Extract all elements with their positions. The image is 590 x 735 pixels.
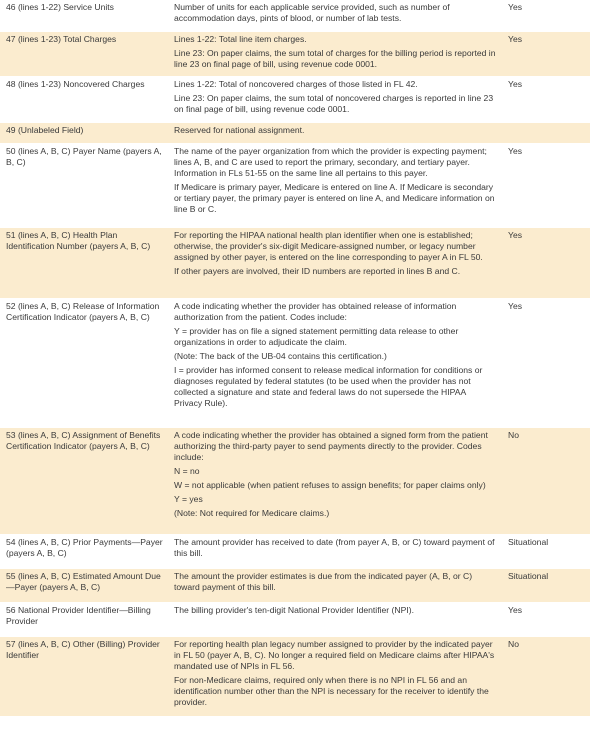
description-paragraph: Lines 1-22: Total line item charges. — [174, 34, 307, 44]
required-status-cell: Yes — [508, 2, 523, 12]
description-paragraph: The billing provider's ten-digit National Provider Identifier (NPI). — [174, 605, 414, 615]
description-cell — [167, 637, 502, 716]
description-paragraph: If other payers are involved, their ID numbers are reported in lines B and C. — [174, 266, 461, 276]
field-name-cell: 54 (lines A, B, C) Prior Payments—Payer (payers A, B, C) — [6, 537, 163, 558]
field-name-cell: 51 (lines A, B, C) Health Plan Identification Number (payers A, B, C) — [6, 230, 151, 251]
description-paragraph: The name of the payer organization from which the provider is expecting payment; lines A, B, and C are used to report the primary, secondary, and tertiary payer. Information in FLs 51-55 on the same line all pertains to this payer. — [174, 146, 487, 178]
description-paragraph: For reporting the HIPAA national health plan identifier when one is established; otherwise, the provider's six-digit Medicare-assigned number, or legacy number assigned by other payer, is entered on the line corresponding to payer A in FL 50. — [174, 230, 483, 262]
field-name-cell: 46 (lines 1-22) Service Units — [6, 2, 114, 12]
required-status-cell: No — [508, 430, 519, 440]
required-status-cell: Situational — [508, 537, 549, 547]
table-row — [0, 428, 590, 535]
table-row — [0, 569, 590, 603]
description-paragraph: Lines 1-22: Total of noncovered charges of those listed in FL 42. — [174, 79, 418, 89]
table-row — [0, 637, 590, 717]
description-paragraph: For reporting health plan legacy number assigned to provider by the indicated payer in FL 50 (payer A, B, C). No longer a required field on Medicare claims after HIPAA's mandated use of NPIs in FL 56. — [174, 639, 495, 671]
description-paragraph: W = not applicable (when patient refuses to assign benefits; for paper claims only) — [174, 480, 486, 490]
description-cell — [167, 535, 502, 568]
field-name-cell: 55 (lines A, B, C) Estimated Amount Due—Payer (payers A, B, C) — [6, 571, 161, 592]
required-status-cell: Yes — [508, 79, 523, 89]
description-paragraph: (Note: The back of the UB-04 contains this certification.) — [174, 351, 387, 361]
table-row — [0, 77, 590, 123]
field-name-cell: 52 (lines A, B, C) Release of Information Certification Indicator (payers A, B, C) — [6, 301, 160, 322]
required-status-cell: Yes — [508, 34, 523, 44]
description-cell — [167, 32, 502, 76]
table-row — [0, 228, 590, 299]
description-cell — [167, 144, 502, 227]
required-status-cell: No — [508, 639, 519, 649]
description-cell — [167, 569, 502, 602]
description-cell — [167, 123, 502, 143]
field-name-cell: 47 (lines 1-23) Total Charges — [6, 34, 117, 44]
description-paragraph: Y = yes — [174, 494, 203, 504]
description-paragraph: (Note: Not required for Medicare claims.) — [174, 508, 330, 518]
table-row — [0, 32, 590, 77]
required-status-cell — [502, 123, 590, 143]
description-paragraph: For non-Medicare claims, required only when there is no NPI in FL 56 and an identification number other than the NPI is necessary for the receiver to identify the provider. — [174, 675, 489, 707]
description-cell — [167, 77, 502, 122]
description-paragraph: If Medicare is primary payer, Medicare is entered on line A. If Medicare is secondary or tertiary payer, the primary payer is entered on line A, and Medicare information on line B or C. — [174, 182, 495, 214]
table-row — [0, 535, 590, 569]
description-paragraph: Number of units for each applicable service provided, such as number of accommodation days, pints of blood, or number of lab tests. — [174, 2, 450, 23]
field-name-cell: 56 National Provider Identifier—Billing Provider — [6, 605, 151, 626]
description-paragraph: I = provider has informed consent to release medical information for conditions or diagnoses regulated by federal statutes (to be used when the provider has not collected a signature and state and federal laws do not supersede the HIPAA Privacy Rule). — [174, 365, 483, 408]
table-row — [0, 299, 590, 428]
description-cell — [167, 228, 502, 298]
field-name-cell: 49 (Unlabeled Field) — [6, 125, 84, 135]
description-paragraph: Line 23: On paper claims, the sum total of noncovered charges is reported in line 23 on final page of bill, using revenue code 0001. — [174, 93, 494, 114]
required-status-cell: Yes — [508, 230, 523, 240]
description-paragraph: N = no — [174, 466, 200, 476]
description-cell — [167, 299, 502, 427]
field-name-cell: 57 (lines A, B, C) Other (Billing) Provider Identifier — [6, 639, 160, 660]
description-paragraph: Y = provider has on file a signed statement permitting data release to other organizations in order to adjudicate the claim. — [174, 326, 459, 347]
table-row — [0, 123, 590, 144]
description-cell — [167, 603, 502, 636]
required-status-cell: Yes — [508, 301, 523, 311]
table-row — [0, 0, 590, 32]
description-paragraph: Line 23: On paper claims, the sum total of charges for the billing period is reported in line 23 on final page of bill, using revenue code 0001. — [174, 48, 496, 69]
field-name-cell: 48 (lines 1-23) Noncovered Charges — [6, 79, 145, 89]
description-cell — [167, 0, 502, 31]
description-cell — [167, 428, 502, 534]
required-status-cell: Yes — [508, 605, 523, 615]
description-paragraph: A code indicating whether the provider has obtained a signed form from the patient authorizing the third-party payer to send payments directly to the provider. Codes include: — [174, 430, 488, 462]
field-name-cell: 50 (lines A, B, C) Payer Name (payers A, B, C) — [6, 146, 162, 167]
description-paragraph: A code indicating whether the provider has obtained release of information authorization from the patient. Codes include: — [174, 301, 457, 322]
required-status-cell: Situational — [508, 571, 549, 581]
table-row — [0, 603, 590, 637]
description-paragraph: Reserved for national assignment. — [174, 125, 305, 135]
description-paragraph: The amount provider has received to date (from payer A, B, or C) toward payment of this bill. — [174, 537, 495, 558]
description-paragraph: The amount the provider estimates is due from the indicated payer (A, B, or C) toward payment of this bill. — [174, 571, 473, 592]
field-name-cell: 53 (lines A, B, C) Assignment of Benefits Certification Indicator (payers A, B, C) — [6, 430, 161, 451]
required-status-cell: Yes — [508, 146, 523, 156]
table-row — [0, 144, 590, 228]
